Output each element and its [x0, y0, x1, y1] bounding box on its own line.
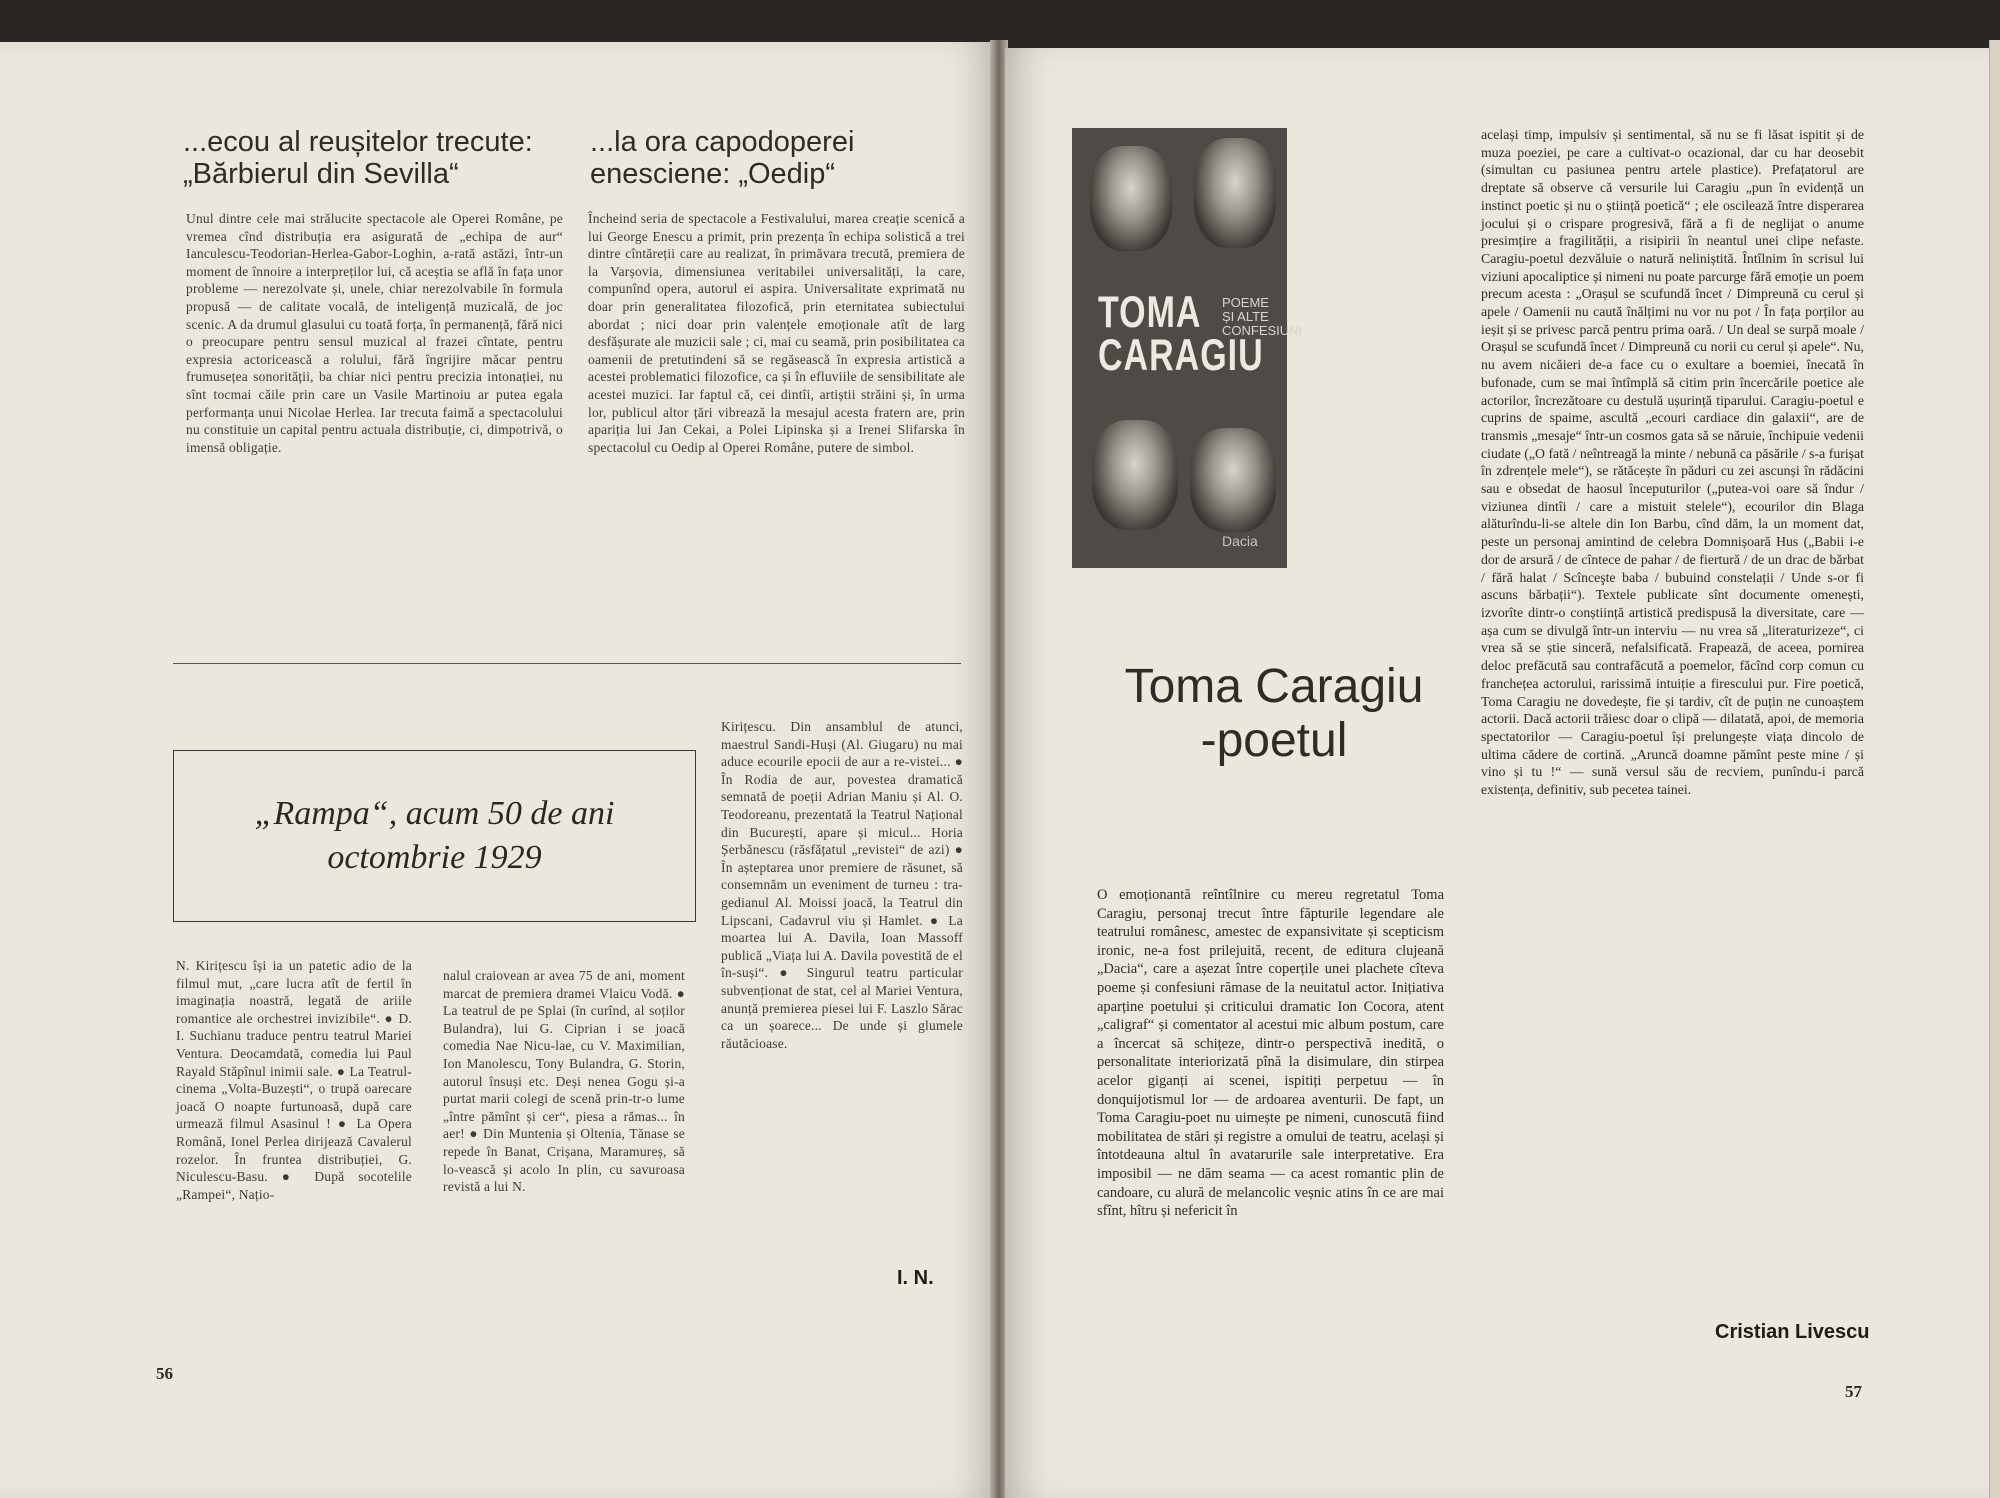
cover-subtitle-line1: POEME	[1222, 295, 1269, 310]
rampa-title-box	[173, 750, 696, 922]
oedip-heading-line2: enesciene: „Oedip“	[590, 157, 836, 190]
left-page	[0, 42, 995, 1498]
barbierul-heading-line1: ...ecou al reușitelor trecute:	[183, 126, 533, 158]
cover-publisher: Dacia	[1222, 533, 1258, 549]
oedip-heading	[590, 127, 990, 191]
cover-photo-bottom-left	[1092, 420, 1178, 530]
page-number-right: 57	[1845, 1382, 1862, 1401]
section-divider	[173, 663, 961, 664]
barbierul-heading	[183, 127, 583, 191]
rampa-title-line2: octombrie 1929	[327, 839, 542, 876]
oedip-heading-line1: ...la ora capodoperei	[590, 126, 855, 158]
article-right-column-text: același timp, impulsiv și sentimental, să nu se fi lăsat ispitit și de muza poeziei, pe care a cultivat-o ocazional, dar cu har deosebit (simultan cu pasiunea pentru artele plastice). Prefațatorul are dreptate să observe că versurile lui Caragiu „pun în evidență un instinct poetic și nu o știință poetică“ ; ele oscilează între disperarea jocului și o crispare progresivă, fără a fi de neglijat o anume presimțire a fragilității, a risipirii în neantul unei clipe nefaste. Caragiu-poetul dezvăluie o natură neliniștită. Întîlnim în scrisul lui viziuni apocaliptice și nimeni nu poate parcurge fără emoție un poem precum acesta : „Orașul se scufundă încet / Dimpreună cu cerul și apele / Oamenii nu caută înălțimi nu vor nu pot / În fața porților au ieșit și se privesc parcă pentru prima oară. / Un deal se surpă moale / Orașul se scufundă încet / Dimpreună cu norii cu cerul și apele“. Nu, nu avem nicăieri de-a face cu o exultare a boemiei, înecată în bufonade, cum se mai întîmplă să citim prin încercările poetice ale actorilor, încrezătoare cu destulă ușurință tiparului. Caragiu-poetul e cuprins de spaime, ascultă „ecouri cardiace din galaxii“, are de transmis „mesaje“ într-un cosmos gata să se năruie, închipuie vedenii ciudate („O fată / neîntreagă la minte / nebună ca păsările / s-a furișat în zdrențele mele“), se rătăcește în păduri cu zei ascunși în rădăcini sau e obsedat de haosul începuturilor („putea-voi oare să îndur / viziunea dintîi / care a mistuit stelele“), ecourilor din Blaga alăturîndu-li-se altele din Ion Barbu, cînd dăm, la un moment dat, peste un personaj amintind de celebra Domnișoară Hus („Babii i-e dor de arsură / de cîntece de pahar / de fiertură / de un drac de bărbat / fără halat / Scînceşte baba / bubuind constelații / Unde s-or fi ascuns bărbații“). Textele publicate sînt documente omenești, izvorîte dintr-o conștiință artistică predispusă la diversitate, care — așa cum se divulgă într-un interviu — nu vrea să „literaturizeze“, ci vrea să se știe sinceră, nefalsificată. Frapează, de aceea, pornirea deloc prefăcută sau contrafăcută a poemelor, făcînd corp comun cu franchețea actorului, rarissimă intuiție a firescului pur. Fire poetică, Toma Caragiu ne dovedește, fie și tardiv, cît de puțin ne cunoaștem actorii. Dacă actorii trăiesc doar o clipă — dilatată, apoi, de memoria spectatorilor — Caragiu-poetul își prelungește viața dincolo de ultima cădere de cortină. „Aruncă doamne pămînt peste mine / și vino și tu !“ — sună versul său de recviem, punîndu-i parcă existența, definitiv, sub pecetea tainei.	[1481, 127, 1864, 798]
cover-name-line2: CARAGIU	[1098, 331, 1264, 381]
rampa-title-line1: „Rampa“, acum 50 de ani	[254, 795, 615, 832]
cover-name-line1: TOMA	[1098, 288, 1202, 338]
article-intro-text: O emoționantă reîntîlnire cu mereu regretatul Toma Caragiu, personaj trecut între făpturile legendare ale teatrului românesc, amestec de expansivitate și scepticism ironic, ne-a fost prilejuită, recent, de editura clujeană „Dacia“, care a așezat între coperțile unei plachete cîteva poeme și confesiuni rămase de la neuitatul actor. Inițiativa aparține poetului și criticului dramatic Ion Cocora, atent „caligraf“ și comentator al acestui mic album postum, care a încercat să schițeze, dintr-o perspectivă inedită, o personalitate interiorizată pînă la disimulare, din stirpea acelor giganți ai scenei, ispitiți perpetuu — în donquijotismul lor — de ardoarea aventurii. De fapt, un Toma Caragiu-poet nu uimește pe nimeni, cunoscută fiind mobilitatea de stări și registre a omului de teatru, același și întotdeauna altul în avatarurile sale interpretative. Era imposibil — ne dăm seama — ca acest romantic plin de candoare, cu alură de melancolic veșnic atins în ce are mai sfînt, hîtru și nefericit în	[1097, 887, 1444, 1220]
rampa-column-3: Kirițescu. Din ansamblul de atunci, maestrul Sandi-Huși (Al. Giugaru) nu mai aduce ecourile epocii de aur a re-vistei... ● În Rodia de aur, povestea dramatică semnată de poeții Adrian Maniu și Al. O. Teodoreanu, prezentată la Teatrul Național din București, apare și micul... Horia Șerbănescu (răsfățatul „revistei“ de azi) ● În așteptarea unor premiere de răsunet, să consemnăm un eveniment de turneu : tra-gedianul Al. Moissi joacă, la Teatrul din Lipscani, Cadavrul viu și Hamlet. ● La moartea lui A. Davila, Ioan Massoff publică „Viața lui A. Davila povestită de el în-suși“. ● Singurul teatru particular subvenționat de stat, cel al Mariei Ventura, anunță premierea piesei lui F. Laszlo Sărac ca un șoarece... De unde și glumele răutăcioase.	[721, 719, 963, 1051]
cover-photo-top-left	[1090, 146, 1172, 251]
rampa-column-1: N. Kirițescu își ia un patetic adio de la filmul mut, „care lucra atît de fertil în imaginația noastră, legată de ariile romantice ale orchestrei invizibile“. ● D. I. Suchianu traduce pentru teatrul Mariei Ventura. Deocamdată, comedia lui Paul Rayald Stăpînul inimii sale. ● La Teatrul-cinema „Volta-Buzești“, o trupă oarecare joacă O noapte furtunoasă, după care urmează filmul Asasinul ! ● La Opera Română, Ionel Perlea dirijează Cavalerul rozelor. În fruntea distribuției, G. Niculescu-Basu. ● După socotelile „Rampei“, Națio-	[176, 958, 412, 1202]
barbierul-article-text: Unul dintre cele mai strălucite spectacole ale Operei Române, pe vremea cînd distribuția era asigurată de „echipa de aur“ Ianculescu-Teodorian-Herlea-Gabor-Loghin, a-rată astăzi, într-un moment de înnoire a interpreților lui, că aceștia se află în fața unor probleme — nerezolvate și, unele, chiar nerezolvabile în formula propusă — de calitate vocală, de inteligență muzicală, de joc scenic. A da drumul glasului cu toată forța, în permanență, fără nici o preocupare pentru sensul muzical al frazei cîntate, pentru expresia actoricească a rolului, fără îngrijire măcar pentru frumusețea sonorității, ba chiar nici pentru precizia intonației, nu sînt tocmai căile prin care un Vasile Martinoiu ar putea egala performanța unui Nicolae Herlea. Iar trecuta faimă a spectacolului nu constituie un capital pentru actuala distribuție, ci, dimpotrivă, o imensă obligație.	[186, 211, 563, 455]
page-edge	[1989, 40, 2000, 1498]
cover-photo-top-right	[1194, 138, 1276, 248]
oedip-article-text: Încheind seria de spectacole a Festivalului, marea creație scenică a lui George Enescu a primit, prin prezența în echipa solistică a trei dintre cîntăreții care au realizat, în primăvara trecută, premiera de la Varșovia, dimensiunea veritabilei universalități, la care, compunînd opera, autorul ei aspira. Universalitate exprimată nu doar prin generalitatea filozofică, prin eternitatea subiectului abordat ; nici doar prin valențele emoționale atît de larg desfășurate ale muzicii sale ; ci, mai cu seamă, prin posibilitatea ca oamenii de pretutindeni să se regăsească în expresia artistică a acestei problematici filozofice, ca și în efluviile de sensibilitate ale acestei muzici. Iar faptul că, cei dintîi, artiștii străini și, în urma lor, publicul altor țări vibrează la mesajul acesta fratern are, prin apariția lui Jan Cekai, a Polei Lipinska și a Irenei Slifarska în spectacolul cu Oedip al Operei Române, putere de simbol.	[588, 211, 965, 455]
article-signature: Cristian Livescu	[1715, 1321, 1870, 1343]
cover-photo-bottom-right	[1190, 428, 1276, 532]
article-title	[1074, 660, 1474, 768]
book-cover-image	[1072, 128, 1303, 568]
cover-subtitle	[1222, 296, 1302, 338]
article-title-line2: -poetul	[1200, 714, 1348, 767]
right-page	[1005, 48, 2000, 1498]
rampa-column-2: nalul craiovean ar avea 75 de ani, moment marcat de premiera dramei Vlaicu Vodă. ● La teatrul de pe Splai (în curînd, al soților Bulandra), lui G. Ciprian i se joacă comedia Nae Nicu-lae, cu V. Maximilian, Ion Manolescu, Tony Bulandra, G. Storin, autorul însuși etc. Deși nenea Gogu și-a purtat marii colegi de scenă prin-tr-o lume „între pămînt și cer“, piesa a rămas... în aer! ● Din Muntenia și Oltenia, Tănase se repede în Banat, Crișana, Maramureș, să lo-vească și acolo In plin, cu savuroasa revistă a lui N.	[443, 968, 685, 1195]
rampa-signature: I. N.	[897, 1267, 934, 1289]
cover-subtitle-line2: ȘI ALTE	[1222, 309, 1269, 324]
cover-subtitle-line3: CONFESIUNI	[1222, 323, 1303, 338]
page-number-left: 56	[156, 1364, 173, 1383]
barbierul-heading-line2: „Bărbierul din Sevilla“	[183, 157, 459, 190]
article-title-line1: Toma Caragiu	[1124, 660, 1424, 713]
